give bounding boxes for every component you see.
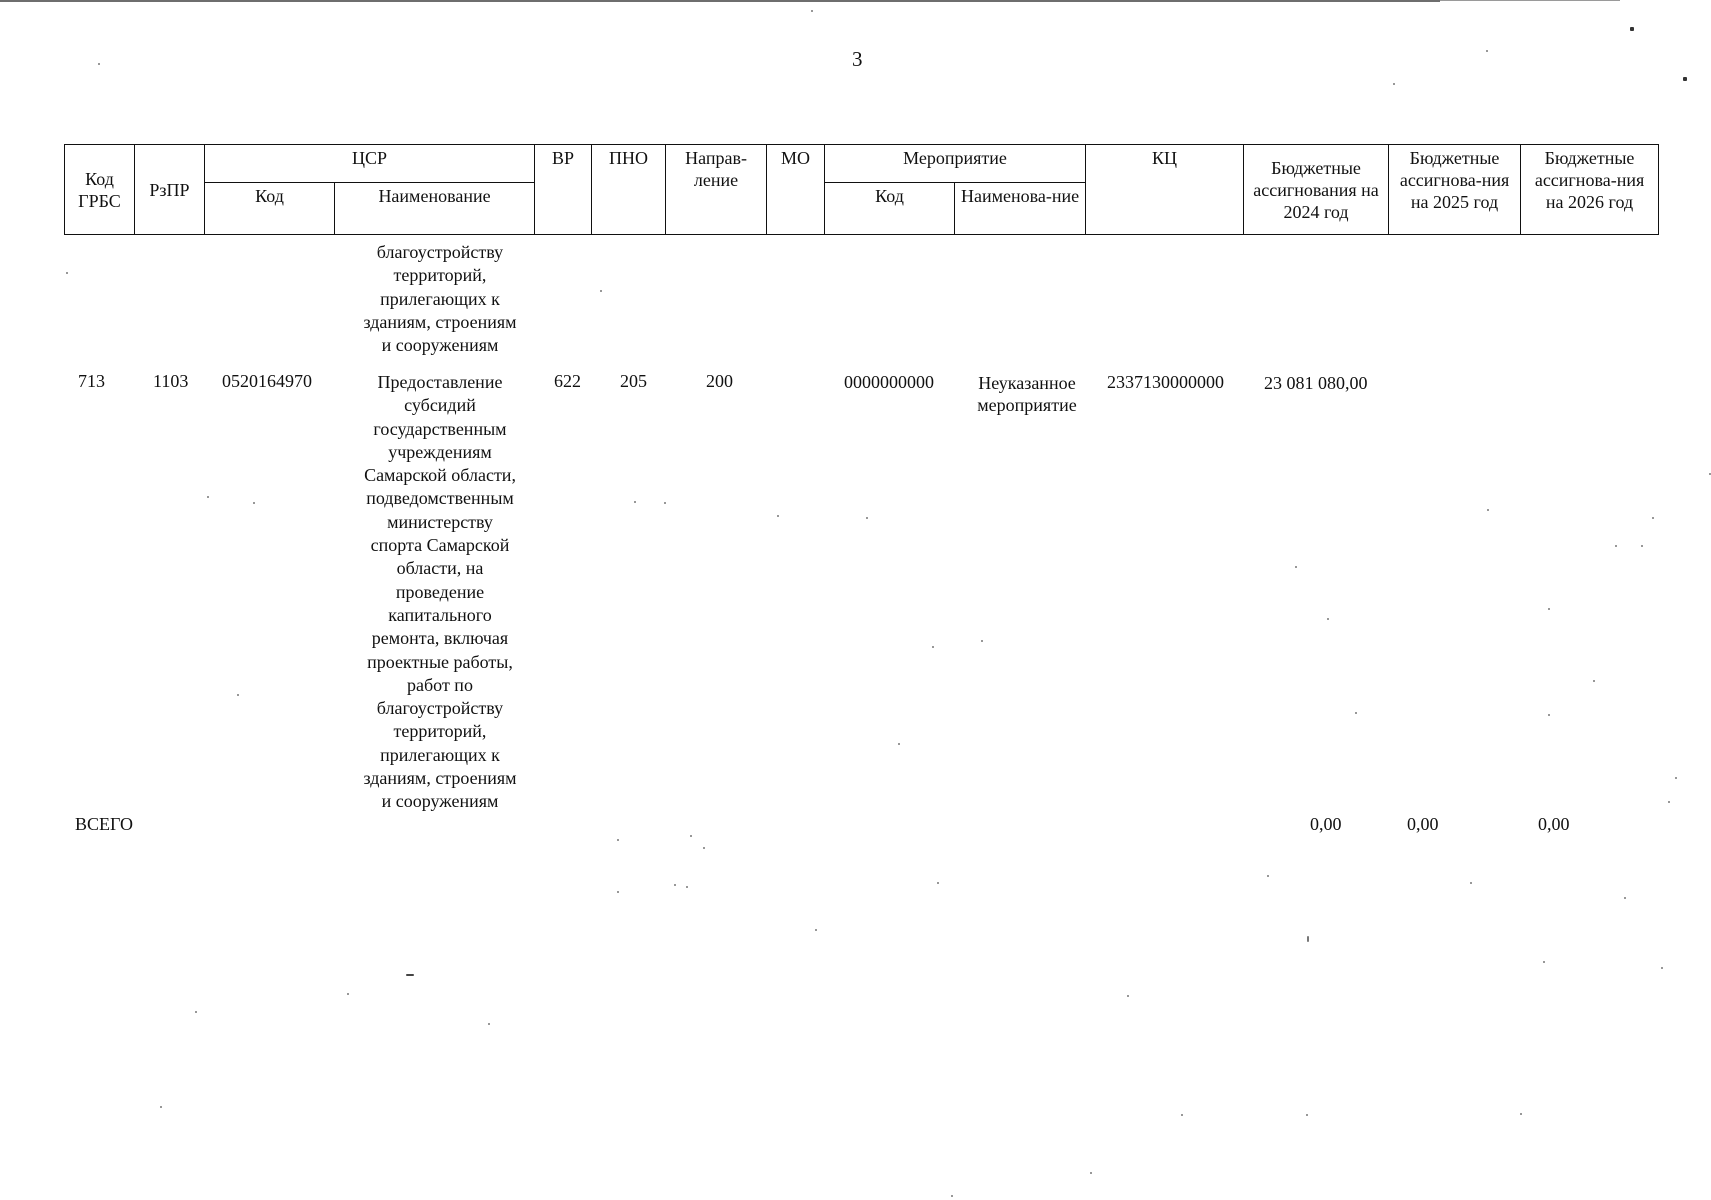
cell-mer-name: Неуказанное мероприятие <box>977 373 1077 415</box>
csr-name-line: учреждениям <box>388 441 492 462</box>
continued-name-line: территорий, <box>393 265 487 286</box>
continued-name-line: и сооружениям <box>381 335 499 356</box>
csr-name-line: ремонта, включая <box>371 628 509 649</box>
csr-name-line: капитального <box>388 604 492 625</box>
cell-budget-2024: 23 081 080,00 <box>1264 373 1368 393</box>
csr-name-line: Предоставление <box>377 372 503 392</box>
header-rzpr: РзПР <box>135 145 205 235</box>
header-kc: КЦ <box>1086 145 1244 235</box>
csr-name-line: субсидий <box>404 395 476 416</box>
csr-name-line: подведомственным <box>366 488 514 509</box>
csr-name-line: спорта Самарской <box>370 535 510 556</box>
cell-kod-grbs: 713 <box>78 371 105 391</box>
header-mer-kod: Код <box>825 183 955 235</box>
continued-name <box>340 241 540 357</box>
csr-name-line: государственным <box>373 418 507 439</box>
header-csr: ЦСР <box>205 145 535 183</box>
header-budget-2024: Бюджетные ассигнования на 2024 год <box>1244 145 1389 235</box>
csr-name-line: зданиям, строениям <box>363 768 517 789</box>
csr-name-line: прилегающих к <box>380 744 500 765</box>
header-csr-kod: Код <box>205 183 335 235</box>
total-budget-2024: 0,00 <box>1310 814 1342 834</box>
cell-csr-kod: 0520164970 <box>222 371 312 391</box>
header-kod-grbs: Код ГРБС <box>65 145 135 235</box>
csr-name-line: Самарской области, <box>364 465 516 486</box>
cell-vr: 622 <box>554 371 581 391</box>
top-scan-edge <box>0 0 1440 2</box>
csr-name-line: благоустройству <box>376 698 504 719</box>
header-csr-name: Наименование <box>335 183 535 235</box>
header-mo: МО <box>767 145 825 235</box>
cell-mer-kod: 0000000000 <box>844 372 934 392</box>
continued-name-line: зданиям, строениям <box>363 311 517 332</box>
continued-name-line: благоустройству <box>376 242 504 262</box>
cell-kc: 2337130000000 <box>1107 372 1224 392</box>
csr-name-line: области, на <box>396 558 484 579</box>
cell-rzpr: 1103 <box>153 371 189 391</box>
csr-name-line: и сооружениям <box>381 791 499 812</box>
total-budget-2026: 0,00 <box>1538 814 1570 834</box>
cell-csr-name <box>340 371 540 814</box>
cell-napravlenie: 200 <box>706 371 733 391</box>
page-number: 3 <box>852 47 863 71</box>
header-vr: ВР <box>535 145 592 235</box>
header-meropriyatie: Мероприятие <box>825 145 1086 183</box>
csr-name-line: министерству <box>387 511 493 532</box>
header-budget-2025: Бюджетные ассигнова-ния на 2025 год <box>1389 145 1521 235</box>
csr-name-line: проектные работы, <box>367 651 513 672</box>
total-label: ВСЕГО <box>75 814 133 834</box>
csr-name-line: работ по <box>407 674 473 695</box>
top-scan-edge-2 <box>1440 0 1620 1</box>
header-pno: ПНО <box>592 145 666 235</box>
budget-table-header-wrap <box>64 144 1658 235</box>
header-mer-name: Наименова-ние <box>955 183 1086 235</box>
total-budget-2025: 0,00 <box>1407 814 1439 834</box>
header-budget-2026: Бюджетные ассигнова-ния на 2026 год <box>1521 145 1659 235</box>
header-napravlenie: Направ-ление <box>666 145 767 235</box>
continued-name-line: прилегающих к <box>380 288 500 309</box>
cell-pno: 205 <box>620 371 647 391</box>
budget-table-header <box>64 144 1659 235</box>
csr-name-line: проведение <box>395 581 485 602</box>
csr-name-line: территорий, <box>393 721 487 742</box>
